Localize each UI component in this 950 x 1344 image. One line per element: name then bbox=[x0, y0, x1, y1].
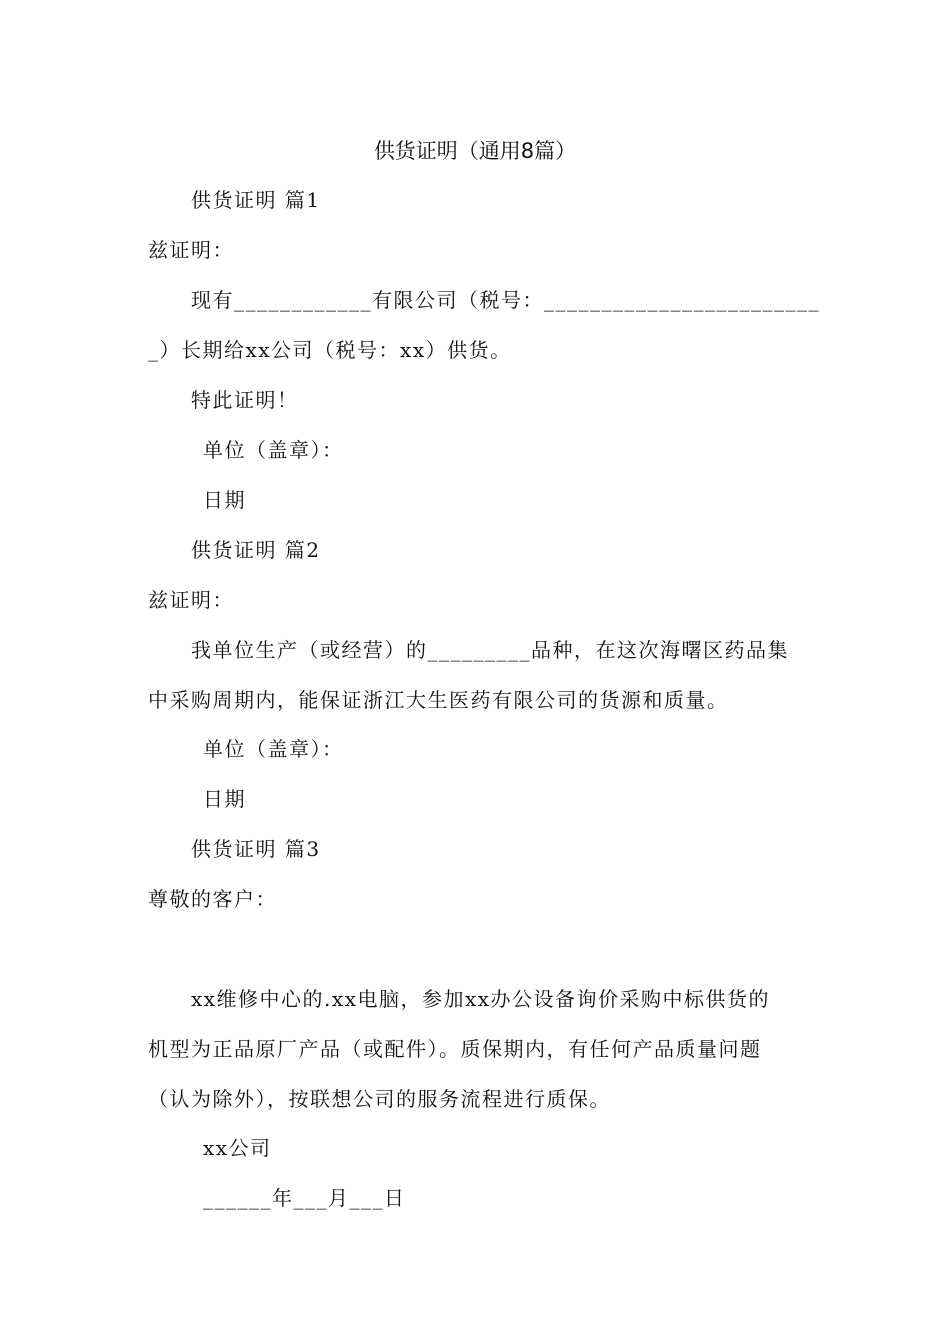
paragraph-line: _）长期给xx公司（税号：xx）供货。 bbox=[148, 338, 512, 362]
paragraph-line: 中采购周期内，能保证浙江大生医药有限公司的货源和质量。 bbox=[148, 688, 729, 712]
signature-company-line: xx公司 bbox=[203, 1136, 272, 1160]
paragraph-line: 机型为正品原厂产品（或配件）。质保期内，有任何产品质量问题 bbox=[148, 1037, 762, 1061]
signature-date-line: 日期 bbox=[203, 787, 246, 811]
paragraph-line: xx维修中心的.xx电脑，参加xx办公设备询价采购中标供货的 bbox=[191, 987, 771, 1011]
paragraph-line: 我单位生产（或经营）的_________品种，在这次海曙区药品集 bbox=[191, 638, 789, 662]
section-heading-3: 供货证明 篇3 bbox=[191, 837, 321, 861]
paragraph-line: 现有____________有限公司（税号：________________________ bbox=[191, 288, 820, 312]
section-heading-2: 供货证明 篇2 bbox=[191, 538, 321, 562]
paragraph-line: 特此证明！ bbox=[191, 388, 299, 412]
paragraph-line: 尊敬的客户： bbox=[148, 887, 277, 911]
signature-unit-line: 单位（盖章）： bbox=[203, 737, 344, 761]
signature-date-line: ______年___月___日 bbox=[203, 1186, 406, 1210]
signature-date-line: 日期 bbox=[203, 488, 246, 512]
signature-unit-line: 单位（盖章）： bbox=[203, 438, 344, 462]
paragraph-line: 兹证明： bbox=[148, 238, 234, 262]
paragraph-line: 兹证明： bbox=[148, 588, 234, 612]
paragraph-line: （认为除外），按联想公司的服务流程进行质保。 bbox=[148, 1087, 611, 1111]
document-title: 供货证明（通用8篇） bbox=[373, 139, 577, 163]
section-heading-1: 供货证明 篇1 bbox=[191, 188, 321, 212]
